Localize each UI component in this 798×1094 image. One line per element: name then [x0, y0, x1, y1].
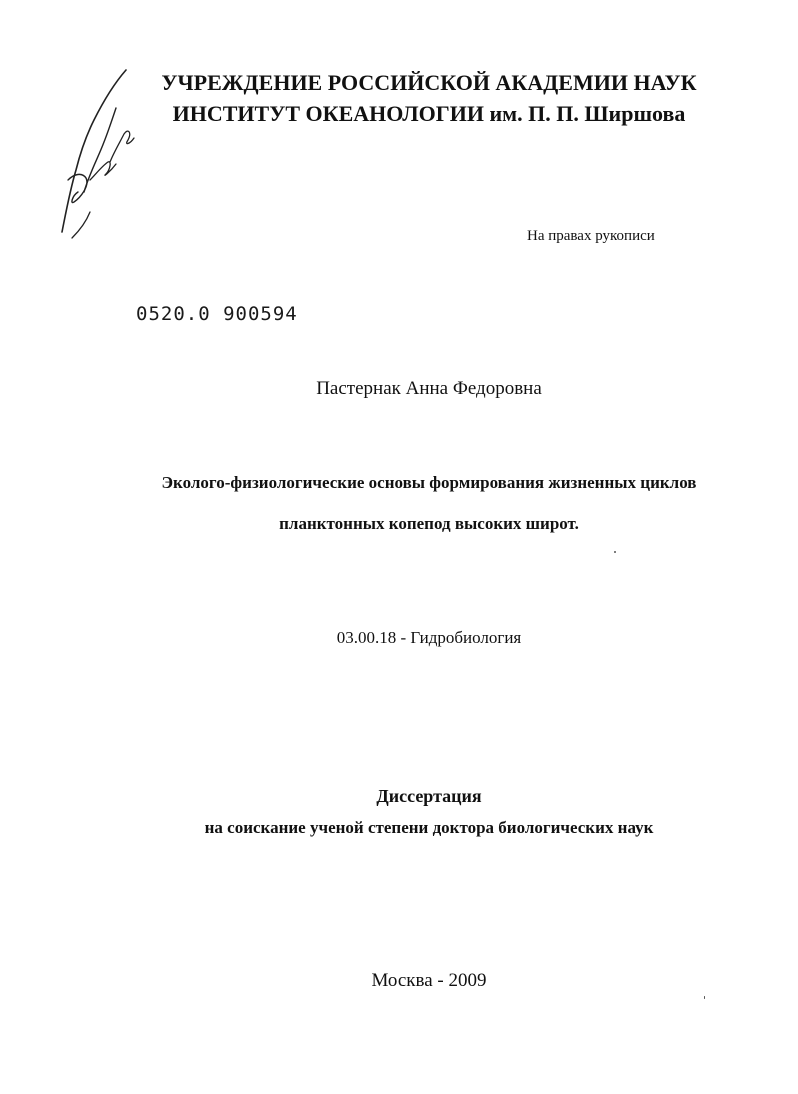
- city-year: Москва - 2009: [371, 970, 487, 991]
- institution-line-1: УЧРЕЖДЕНИЕ РОССИЙСКОЙ АКАДЕМИИ НАУК: [161, 70, 697, 95]
- registration-number-stamp: 0520.0 900594: [136, 303, 298, 325]
- scan-speck: [614, 551, 616, 553]
- institution-line-2: ИНСТИТУТ ОКЕАНОЛОГИИ им. П. П. Ширшова: [172, 101, 686, 126]
- manuscript-rights-note: На правах рукописи: [527, 228, 655, 244]
- scan-speck: [704, 996, 705, 999]
- thesis-title-line-1: Эколого-физиологические основы формирования жизненных циклов: [161, 473, 697, 492]
- specialty-code: 03.00.18 - Гидробиология: [336, 628, 522, 647]
- document-type: Диссертация: [376, 786, 482, 806]
- thesis-title-line-2: планктонных копепод высоких широт.: [279, 514, 579, 533]
- degree-statement: на соискание ученой степени доктора биологических наук: [204, 818, 654, 837]
- author-name: Пастернак Анна Федоровна: [316, 378, 542, 399]
